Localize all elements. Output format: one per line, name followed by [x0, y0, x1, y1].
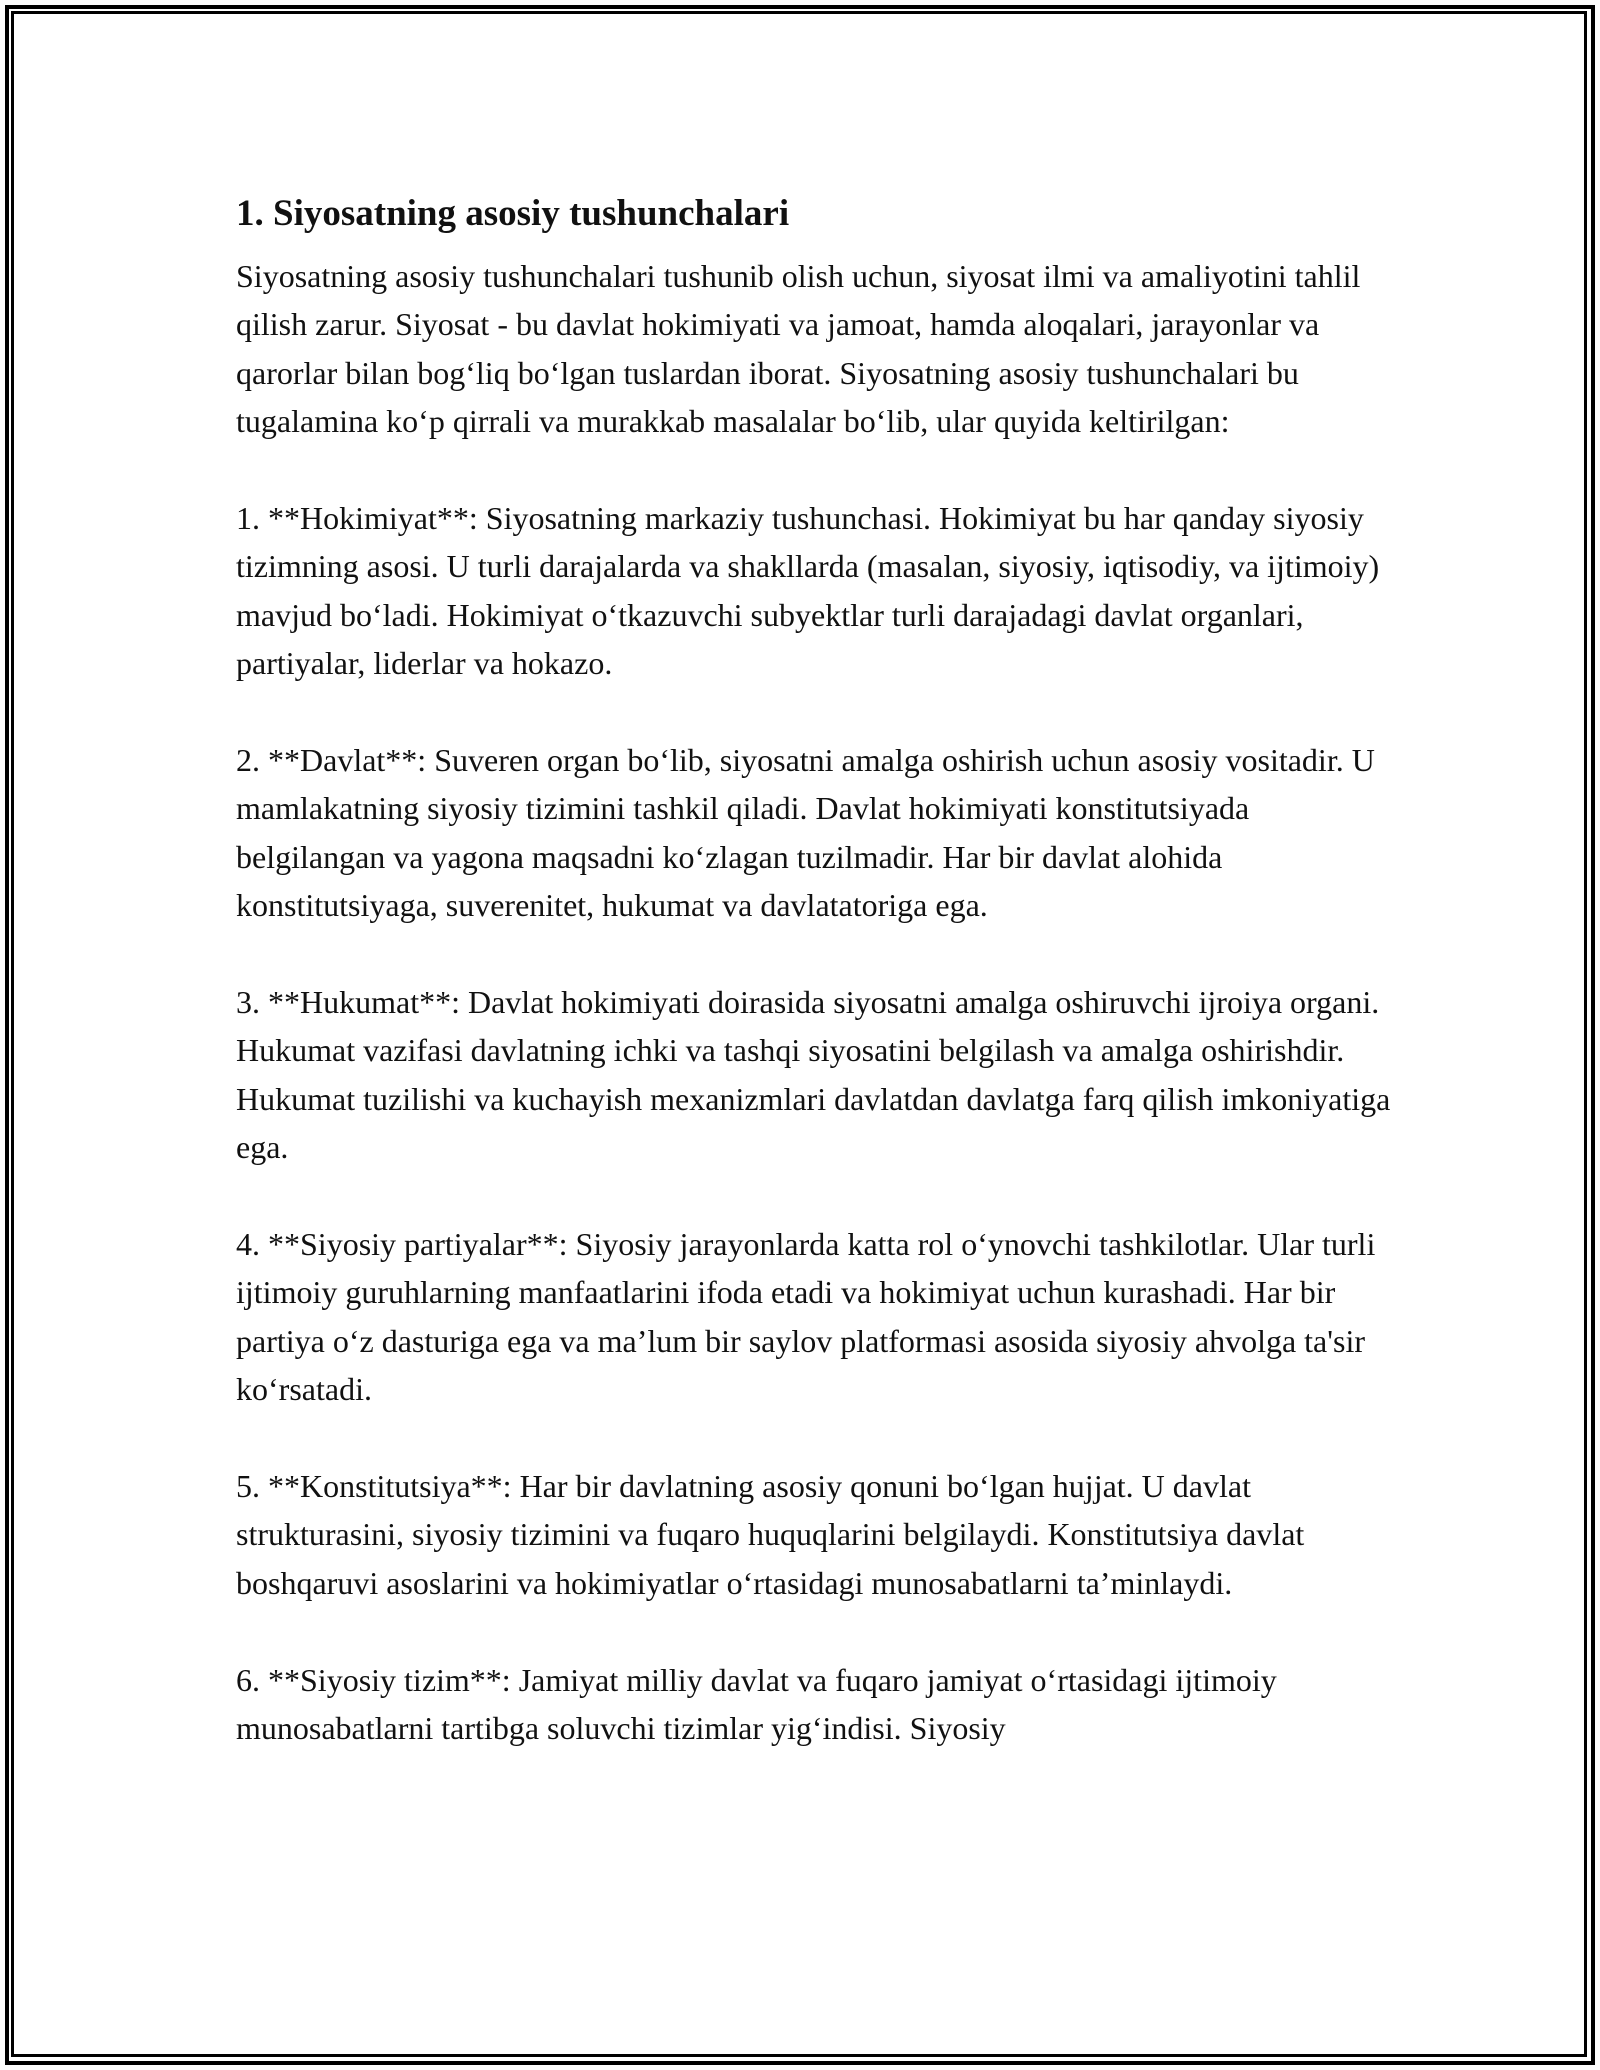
intro-paragraph: Siyosatning asosiy tushunchalari tushunib olish uchun, siyosat ilmi va amaliyotini tahlil qilish zarur. Siyosat - bu davlat hokimiyati va jamoat, hamda aloqalari, jarayonlar va qarorlar bilan bog‘liq bo‘lgan tuslardan iborat. Siyosatning asosiy tushunchalari bu tugalamina ko‘p qirrali va murakkab masalalar bo‘lib, ular quyida keltirilgan: [236, 258, 1361, 440]
document-title: 1. Siyosatning asosiy tushunchalari [236, 193, 790, 234]
paragraph-davlat: 2. **Davlat**: Suveren organ bo‘lib, siyosatni amalga oshirish uchun asosiy vositadir. U mamlakatning siyosiy tizimini tashkil qiladi. Davlat hokimiyati konstitutsiyada belgilangan va yagona maqsadni ko‘zlagan tuzilmadir. Har bir davlat alohida konstitutsiyaga, suverenitet, hukumat va davlatatoriga ega. [236, 742, 1375, 924]
paragraph-hukumat: 3. **Hukumat**: Davlat hokimiyati doirasida siyosatni amalga oshiruvchi ijroiya organi. Hukumat vazifasi davlatning ichki va tashqi siyosatini belgilash va amalga oshirishdir. Hukumat tuzilishi va kuchayish mexanizmlari davlatdan davlatga farq qilish imkoniyatiga ega. [236, 984, 1391, 1166]
paragraph-konstitutsiya: 5. **Konstitutsiya**: Har bir davlatning asosiy qonuni bo‘lgan hujjat. U davlat strukturasini, siyosiy tizimini va fuqaro huquqlarini belgilaydi. Konstitutsiya davlat boshqaruvi asoslarini va hokimiyatlar o‘rtasidagi munosabatlarni ta’minlaydi. [236, 1468, 1305, 1601]
document-body [236, 190, 1396, 1801]
paragraph-siyosiy-tizim: 6. **Siyosiy tizim**: Jamiyat milliy davlat va fuqaro jamiyat o‘rtasidagi ijtimoiy munosabatlarni tartibga soluvchi tizimlar yig‘indisi. Siyosiy [236, 1661, 1277, 1747]
paragraph-siyosiy-partiyalar: 4. **Siyosiy partiyalar**: Siyosiy jarayonlarda katta rol o‘ynovchi tashkilotlar. Ular turli ijtimoiy guruhlarning manfaatlarini ifoda etadi va hokimiyat uchun kurashadi. Har bir partiya o‘z dasturiga ega va ma’lum bir saylov platformasi asosida siyosiy ahvolga ta'sir ko‘rsatadi. [236, 1226, 1376, 1408]
paragraph-hokimiyat: 1. **Hokimiyat**: Siyosatning markaziy tushunchasi. Hokimiyat bu har qanday siyosiy tizimning asosi. U turli darajalarda va shakllarda (masalan, siyosiy, iqtisodiy, va ijtimoiy) mavjud bo‘ladi. Hokimiyat o‘tkazuvchi subyektlar turli darajadagi davlat organlari, partiyalar, liderlar va hokazo. [236, 500, 1380, 682]
